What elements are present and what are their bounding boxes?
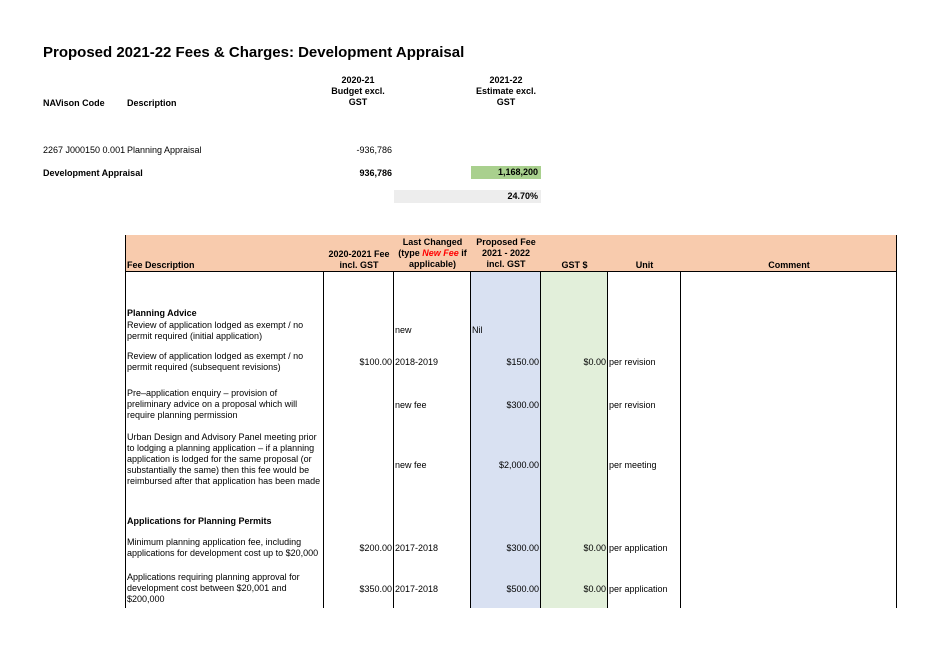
- th-proposed-line2: 2021 - 2022: [481, 248, 531, 258]
- row1-last-changed: 2018-2019: [395, 357, 439, 367]
- row4-proposed: $300.00: [506, 543, 539, 553]
- row1-description: Review of application lodged as exempt / no permit required (subsequent revisions): [127, 351, 304, 372]
- row0-last-changed: new: [395, 325, 412, 335]
- row-budget-value: -936,786: [356, 145, 392, 155]
- header-estimate-line1: 2021-22: [489, 75, 523, 85]
- header-estimate: [466, 75, 546, 108]
- row4-fee2020: $200.00: [359, 543, 392, 553]
- row1-unit: per revision: [609, 357, 656, 367]
- header-budget: [318, 75, 398, 108]
- row5-description: Applications requiring planning approval for development cost between $20,001 and $200,000: [127, 572, 300, 604]
- border-col6: [607, 272, 608, 608]
- th-last-changed-line1: Last Changed: [402, 237, 463, 247]
- section-planning-permits: Applications for Planning Permits: [127, 516, 272, 526]
- total-estimate-value: 1,168,200: [471, 166, 541, 179]
- section-planning-advice: Planning Advice: [127, 308, 197, 318]
- row-description: Planning Appraisal: [127, 145, 202, 155]
- th-last-changed-line2-a: (type: [398, 248, 423, 258]
- header-budget-line1: 2020-21: [341, 75, 375, 85]
- th-fee-2020-line1: 2020-2021 Fee: [328, 249, 390, 259]
- th-proposed-line1: Proposed Fee: [476, 237, 536, 247]
- header-bottom-border: [125, 271, 897, 272]
- border-col4: [470, 272, 471, 608]
- row4-last-changed: 2017-2018: [395, 543, 439, 553]
- row3-unit: per meeting: [609, 460, 657, 470]
- row4-gst: $0.00: [583, 543, 606, 553]
- row5-last-changed: 2017-2018: [395, 584, 439, 594]
- row2-last-changed: new fee: [395, 400, 427, 410]
- border-left: [125, 235, 126, 608]
- header-budget-line2: Budget excl.: [331, 86, 385, 96]
- total-budget-value: 936,786: [359, 168, 392, 178]
- th-unit: Unit: [635, 260, 654, 270]
- th-proposed-line3: incl. GST: [486, 259, 526, 269]
- row3-proposed: $2,000.00: [498, 460, 539, 470]
- row1-proposed: $150.00: [506, 357, 539, 367]
- th-fee-2020-line2: incl. GST: [339, 260, 379, 270]
- total-label: Development Appraisal: [43, 168, 143, 178]
- row-navison-code: 2267 J000150 0.001: [43, 145, 126, 155]
- page-title: Proposed 2021-22 Fees & Charges: Development Appraisal: [43, 44, 465, 61]
- th-last-changed-line3: applicable): [408, 259, 456, 269]
- th-comment: Comment: [768, 260, 810, 270]
- th-gst: GST $: [561, 260, 588, 270]
- row3-description: Urban Design and Advisory Panel meeting prior to lodging a planning application – if a planning application is lodged for the same proposal (or substantially the same) then this fee would be reimbursed after that application has been made: [127, 432, 321, 486]
- border-col5: [540, 272, 541, 608]
- th-fee-2020: [324, 249, 394, 271]
- row5-gst: $0.00: [583, 584, 606, 594]
- border-col3: [393, 272, 394, 608]
- th-proposed-fee: [471, 237, 541, 270]
- border-col7: [680, 272, 681, 608]
- th-last-changed: [394, 237, 471, 270]
- row5-unit: per application: [609, 584, 668, 594]
- row4-unit: per application: [609, 543, 668, 553]
- row2-description: Pre–application enquiry – provision of preliminary advice on a proposal which will require planning permission: [127, 388, 298, 420]
- row2-proposed: $300.00: [506, 400, 539, 410]
- border-col2: [323, 272, 324, 608]
- header-estimate-line2: Estimate excl.: [475, 86, 537, 96]
- row5-fee2020: $350.00: [359, 584, 392, 594]
- header-description: Description: [127, 98, 177, 108]
- row3-last-changed: new fee: [395, 460, 427, 470]
- row5-proposed: $500.00: [506, 584, 539, 594]
- row0-description: Review of application lodged as exempt / no permit required (initial application): [127, 320, 304, 341]
- row1-fee2020: $100.00: [359, 357, 392, 367]
- header-budget-line3: GST: [348, 97, 368, 107]
- header-navison-code: NAVison Code: [43, 98, 105, 108]
- th-fee-description: Fee Description: [127, 260, 195, 270]
- header-estimate-line3: GST: [496, 97, 516, 107]
- change-percent-value: 24.70%: [507, 191, 538, 201]
- row4-description: Minimum planning application fee, including applications for development cost up to $20,000: [127, 537, 319, 558]
- border-right: [896, 235, 897, 608]
- row0-proposed: Nil: [472, 325, 483, 335]
- th-last-changed-line2-b: if: [458, 248, 467, 258]
- th-new-fee-label: New Fee: [422, 248, 459, 258]
- row1-gst: $0.00: [583, 357, 606, 367]
- th-last-changed-line2: [394, 248, 471, 259]
- row2-unit: per revision: [609, 400, 656, 410]
